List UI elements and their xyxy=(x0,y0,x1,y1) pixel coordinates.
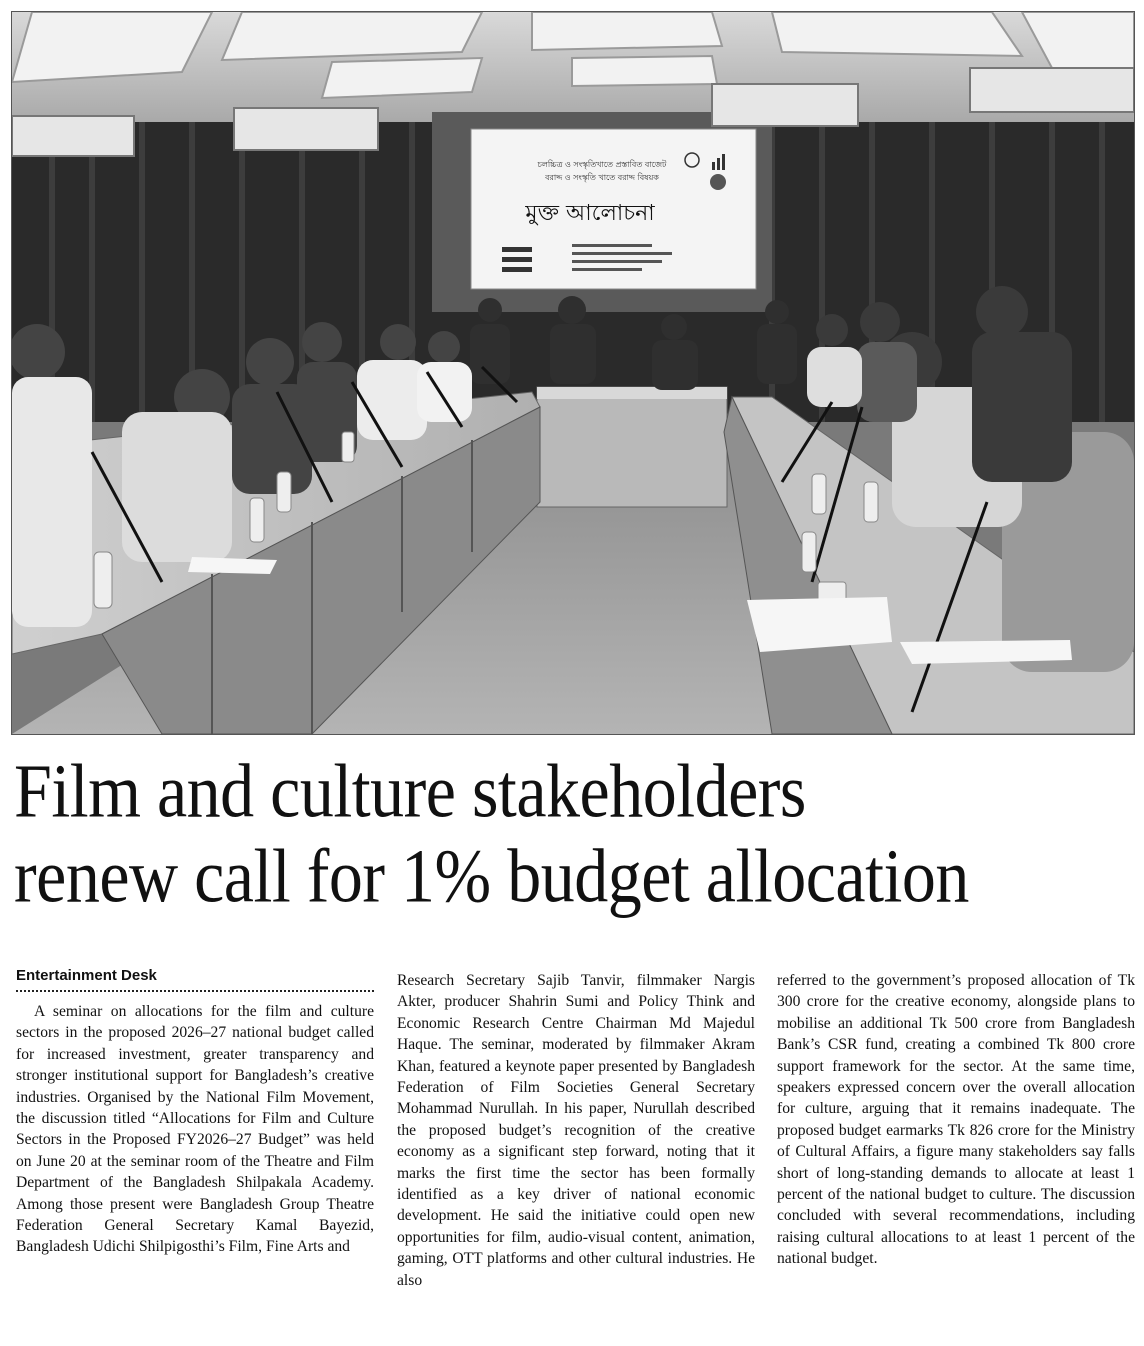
article-column-2 xyxy=(397,970,755,1291)
byline: Entertainment Desk xyxy=(16,967,157,984)
headline xyxy=(14,748,1134,918)
banner-small-line-1: চলচ্চিত্র ও সংস্কৃতিখাতে প্রস্তাবিত বাজেট xyxy=(537,160,667,169)
headline-line-2: renew call for 1% budget allocation xyxy=(14,833,969,919)
article-column-1 xyxy=(16,966,374,1258)
column-1-text: A seminar on allocations for the film and culture sectors in the proposed 2026–27 national budget called for increased investment, greater transparency and stronger institutional support for Bangladesh’s creative industries. Organised by the National Film Movement, the discussion titled “Allocations for Film and Culture Sectors in the Proposed FY2026–27 Budget” was held on June 20 at the seminar room of the Theatre and Film Department of the Bangladesh Shilpakala Academy. Among those present were Bangladesh Group Theatre Federation General Secretary Kamal Bayezid, Bangladesh Udichi Shilpigosthi’s Film, Fine Arts and xyxy=(16,1003,374,1256)
banner-title: মুক্ত আলোচনা xyxy=(525,201,655,226)
column-2-text: Research Secretary Sajib Tanvir, filmmaker Nargis Akter, producer Shahrin Sumi and Policy Think and Economic Research Centre Chairman Md Majedul Haque. The seminar, moderated by filmmaker Akram Khan, featured a keynote paper presented by Bangladesh Federation of Film Societies General Secretary Mohammad Nurullah. In his paper, Nurullah described the proposed budget’s recognition of the creative economy as a significant step forward, noting that it marks the first time the sector has been formally identified as a key driver of national economic development. He said the initiative could open new opportunities for film, audio-visual content, animation, gaming, OTT platforms and other cultural industries. He also xyxy=(397,972,755,1289)
article-column-3 xyxy=(777,970,1135,1270)
column-3-text: referred to the government’s proposed allocation of Tk 300 crore for the creative economy, alongside plans to mobilise an additional Tk 500 crore from Bangladesh Bank’s CSR fund, creating a combined Tk 800 crore support framework for the sector. At the same time, speakers expressed concern over the overall allocation for culture, arguing that it remains inadequate. The proposed budget earmarks Tk 826 crore for the Ministry of Cultural Affairs, a figure many stakeholders say falls short of long-standing demands to allocate at least 1 percent of the national budget to culture. The discussion concluded with several recommendations, including raising cultural allocations to at least 1 percent of the national budget. xyxy=(777,972,1135,1268)
banner-small-line-2: বরাদ্দ ও সংস্কৃতি খাতে বরাদ্দ বিষয়ক xyxy=(545,173,659,182)
seminar-photo xyxy=(11,11,1135,735)
headline-line-1: Film and culture stakeholders xyxy=(14,748,806,834)
byline-divider xyxy=(16,990,374,992)
